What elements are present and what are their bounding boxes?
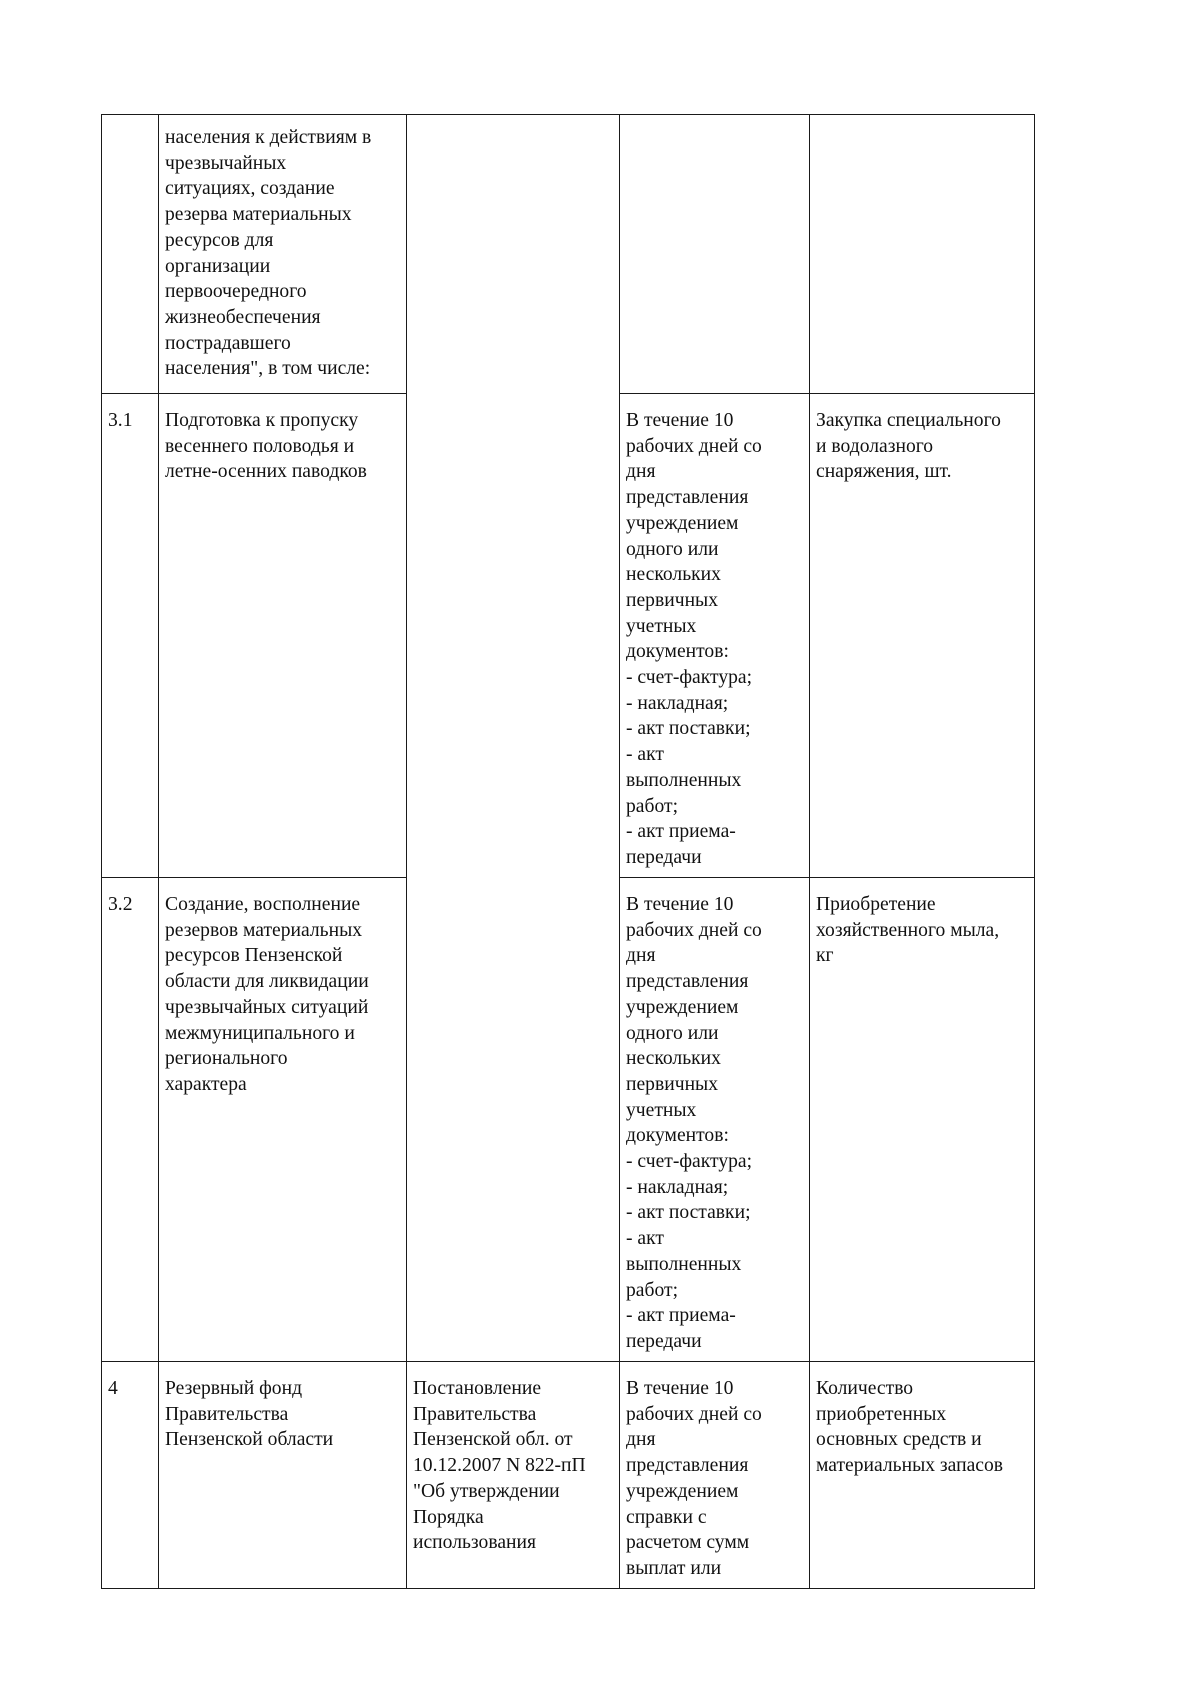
legal-basis — [407, 115, 620, 1362]
program-table — [101, 114, 1035, 1589]
measure-name: Резервный фонд Правительства Пензенской области — [159, 1362, 407, 1589]
table-row — [102, 1362, 1035, 1589]
payment-term: В течение 10 рабочих дней со дня представления учреждением одного или нескольких первичных учетных документов: - счет-фактура; - накладная; - акт поставки; - акт выполненных работ; - акт приема- передачи — [620, 394, 810, 878]
indicator: Приобретение хозяйственного мыла, кг — [810, 878, 1035, 1362]
legal-basis: Постановление Правительства Пензенской обл. от 10.12.2007 N 822-пП "Об утверждении Порядка использования — [407, 1362, 620, 1589]
row-number: 3.2 — [102, 878, 159, 1362]
table-row — [102, 115, 1035, 394]
row-number: 3.1 — [102, 394, 159, 878]
indicator: Закупка специального и водолазного снаряжения, шт. — [810, 394, 1035, 878]
indicator — [810, 115, 1035, 394]
row-number — [102, 115, 159, 394]
measure-name: Создание, восполнение резервов материальных ресурсов Пензенской области для ликвидации чрезвычайных ситуаций межмуниципального и регионального характера — [159, 878, 407, 1362]
measure-name: населения к действиям в чрезвычайных ситуациях, создание резерва материальных ресурсов для организации первоочередного жизнеобеспечения пострадавшего населения", в том числе: — [159, 115, 407, 394]
measure-name: Подготовка к пропуску весеннего половодья и летне-осенних паводков — [159, 394, 407, 878]
row-number: 4 — [102, 1362, 159, 1589]
payment-term — [620, 115, 810, 394]
indicator: Количество приобретенных основных средств и материальных запасов — [810, 1362, 1035, 1589]
payment-term: В течение 10 рабочих дней со дня представления учреждением справки с расчетом сумм выплат или — [620, 1362, 810, 1589]
payment-term: В течение 10 рабочих дней со дня представления учреждением одного или нескольких первичных учетных документов: - счет-фактура; - накладная; - акт поставки; - акт выполненных работ; - акт приема- передачи — [620, 878, 810, 1362]
